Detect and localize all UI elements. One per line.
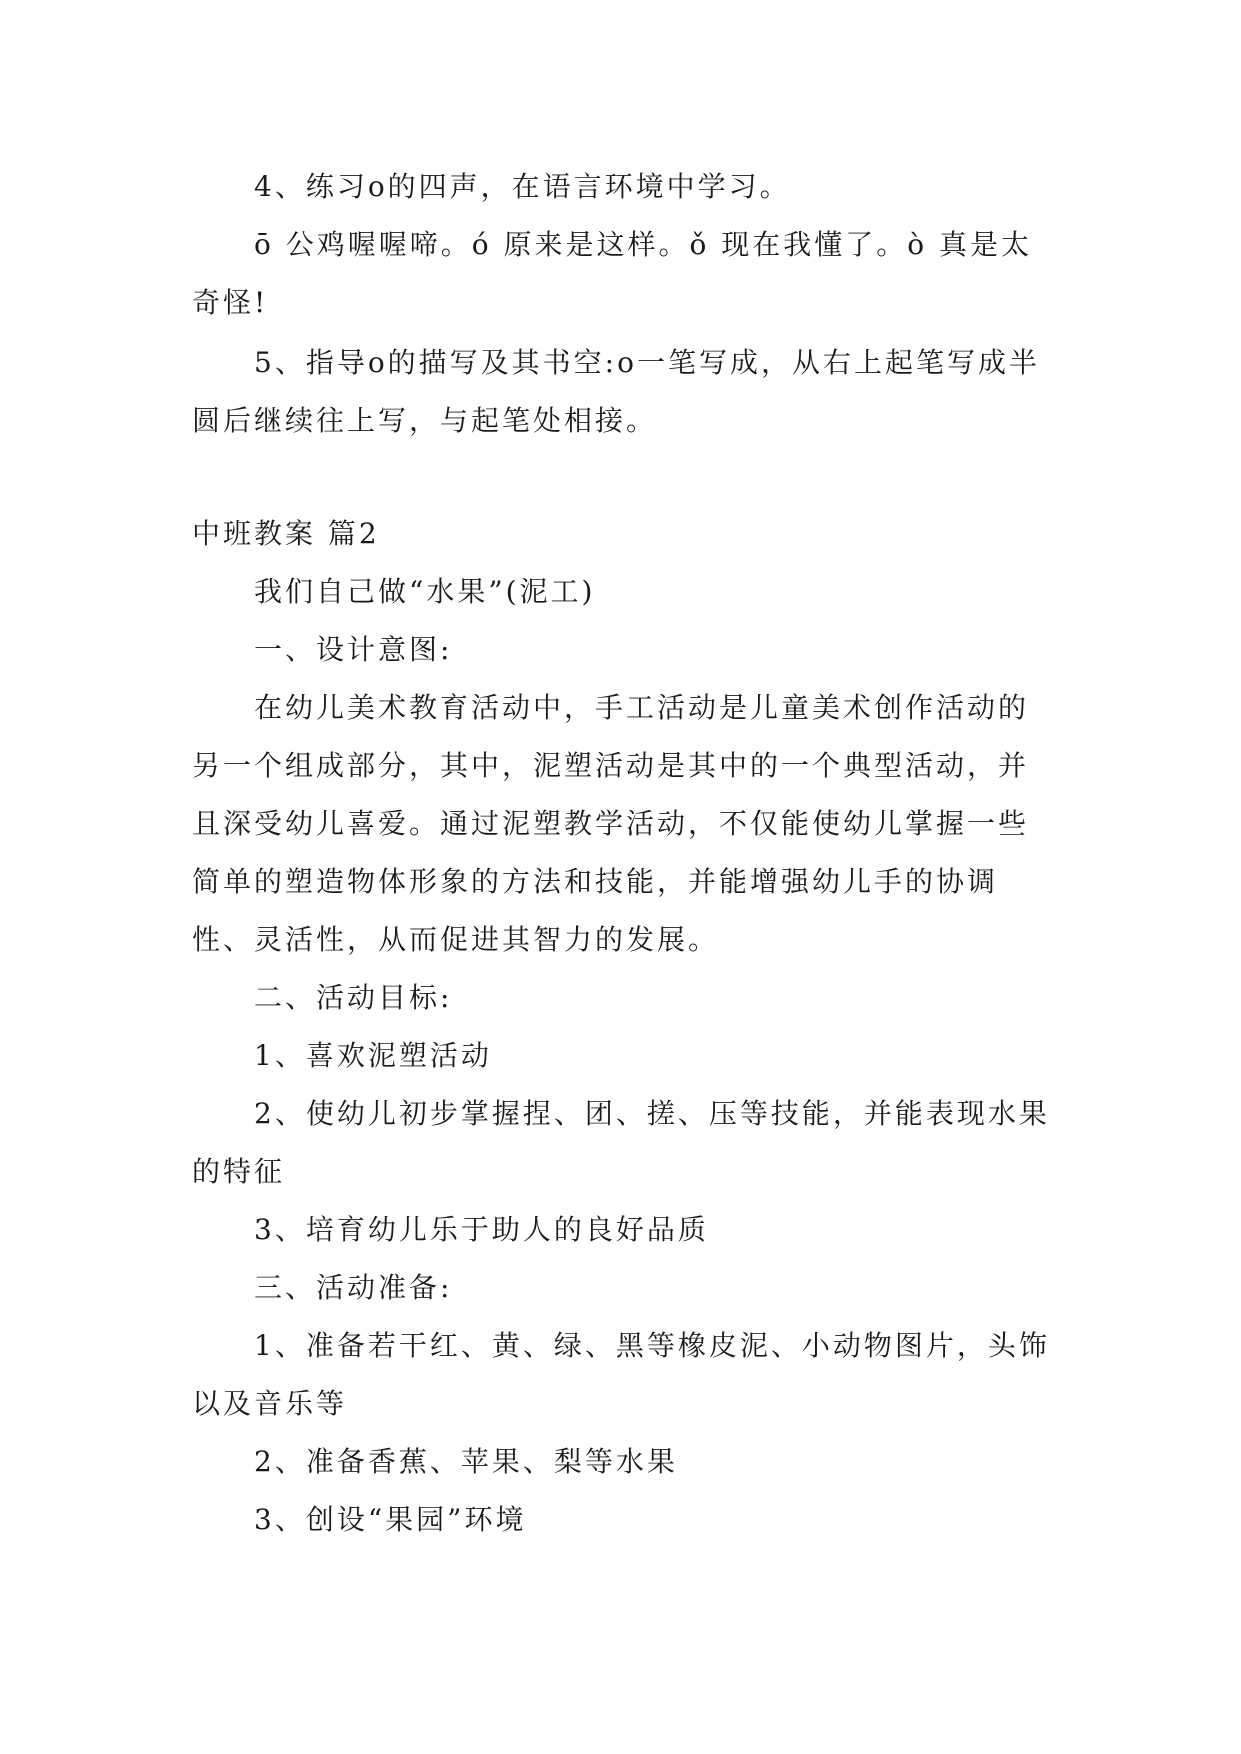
- paragraph-design-intent: 在幼儿美术教育活动中，手工活动是儿童美术创作活动的另一个组成部分，其中，泥塑活动是其中的一个典型活动，并且深受幼儿喜爱。通过泥塑教学活动，不仅能使幼儿掌握一些简单的塑造物体形象的方法和技能，并能增强幼儿手的协调性、灵活性，从而促进其智力的发展。: [192, 691, 1030, 956]
- section-heading: 中班教案 篇2: [192, 517, 380, 550]
- goal-item-3: 3、培育幼儿乐于助人的良好品质: [254, 1213, 709, 1246]
- preparation-item-3: 3、创设“果园”环境: [254, 1503, 527, 1536]
- heading-activity-preparation: 三、活动准备:: [254, 1271, 453, 1304]
- paragraph-writing-guide: 5、指导o的描写及其书空:o一笔写成，从右上起笔写成半圆后继续往上写，与起笔处相接。: [192, 346, 1040, 437]
- lesson-title: 我们自己做“水果”(泥工): [254, 575, 596, 608]
- preparation-item-1: 1、准备若干红、黄、绿、黑等橡皮泥、小动物图片，头饰以及音乐等: [192, 1329, 1050, 1420]
- goal-item-2: 2、使幼儿初步掌握捏、团、搓、压等技能，并能表现水果的特征: [192, 1097, 1050, 1188]
- paragraph-tone-examples: ō 公鸡喔喔啼。ó 原来是这样。ǒ 现在我懂了。ò 真是太奇怪!: [192, 228, 1033, 319]
- heading-design-intent: 一、设计意图:: [254, 633, 453, 666]
- preparation-item-2: 2、准备香蕉、苹果、梨等水果: [254, 1445, 678, 1478]
- paragraph-practice-four-tones: 4、练习o的四声，在语言环境中学习。: [254, 170, 791, 203]
- goal-item-1: 1、喜欢泥塑活动: [254, 1039, 492, 1072]
- heading-activity-goals: 二、活动目标:: [254, 981, 453, 1014]
